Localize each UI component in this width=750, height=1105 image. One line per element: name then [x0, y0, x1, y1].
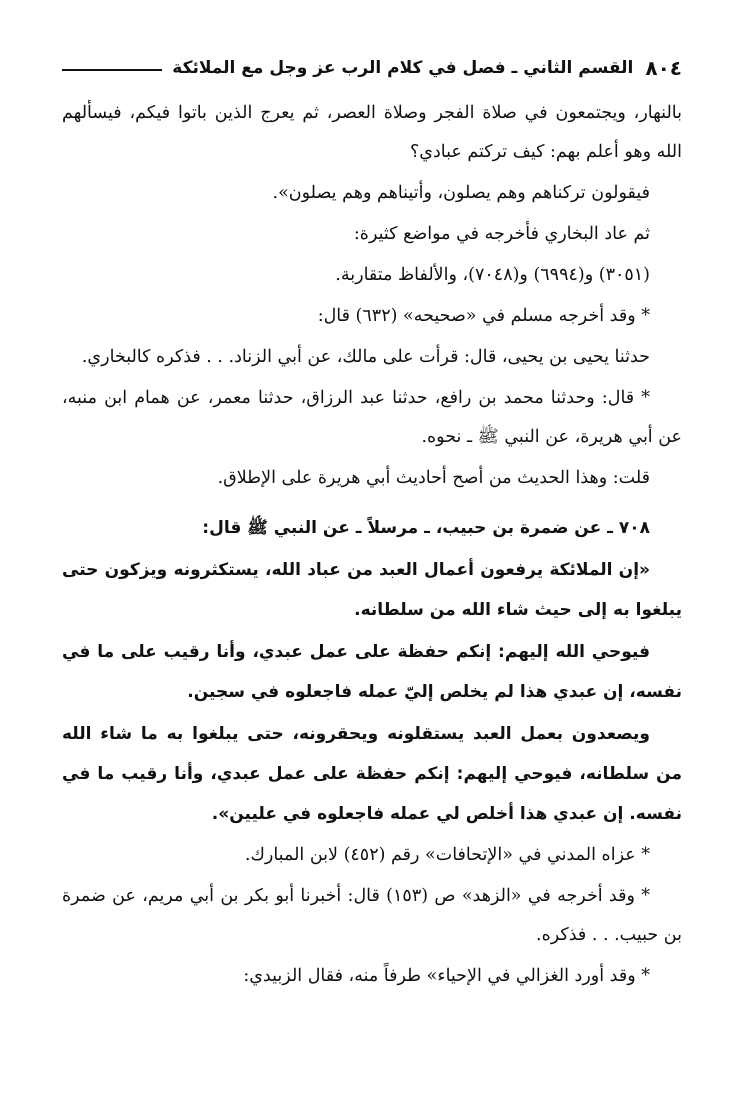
hadith-text: فيوحي الله إليهم: إنكم حفظة على عمل عبدي، وأنا رقيب على ما في نفسه، إن عبدي هذا لم يخلص إليّ عمله فاجعلوه في سجين.	[62, 642, 682, 702]
paragraph: * وقد أخرجه مسلم في «صحيحه» (٦٣٢) قال:	[317, 306, 650, 326]
paragraph: قلت: وهذا الحديث من أصح أحاديث أبي هريرة على الإطلاق.	[217, 468, 650, 488]
paragraph: ثم عاد البخاري فأخرجه في مواضع كثيرة:	[353, 224, 650, 244]
paragraph: بالنهار، ويجتمعون في صلاة الفجر وصلاة العصر، ثم يعرج الذين باتوا فيكم، فيسألهم الله وهو أعلم بهم: كيف تركتم عبادي؟	[62, 103, 682, 162]
paragraph: حدثنا يحيى بن يحيى، قال: قرأت على مالك، عن أبي الزناد. . . فذكره كالبخاري.	[81, 347, 650, 367]
paragraph: (٣٠٥١) و(٦٩٩٤) و(٧٠٤٨)، والألفاظ متقاربة.	[335, 265, 650, 285]
page-header	[62, 52, 682, 84]
paragraph: * قال: وحدثنا محمد بن رافع، حدثنا عبد الرزاق، حدثنا معمر، عن همام ابن منبه، عن أبي هريرة، عن النبي ﷺ ـ نحوه.	[62, 388, 682, 447]
hadith-heading: ٧٠٨ ـ عن ضمرة بن حبيب، ـ مرسلاً ـ عن النبي ﷺ قال:	[202, 518, 650, 538]
paragraph: فيقولون تركناهم وهم يصلون، وأتيناهم وهم يصلون».	[272, 183, 650, 203]
paragraph: * عزاه المدني في «الإتحافات» رقم (٤٥٢) لابن المبارك.	[244, 845, 650, 865]
header-rule	[62, 69, 162, 71]
book-page	[62, 52, 682, 998]
running-title: القسم الثاني ـ فصل في كلام الرب عز وجل مع الملائكة	[172, 58, 634, 78]
paragraph: * وقد أورد الغزالي في الإحياء» طرفاً منه، فقال الزبيدي:	[243, 966, 650, 986]
hadith-text: ويصعدون بعمل العبد يستقلونه ويحقرونه، حتى يبلغوا به ما شاء الله من سلطانه، فيوحي إليهم: إنكم حفظة على عمل عبدي، وأنا رقيب ما في نفسه. إن عبدي هذا أخلص لي عمله فاجعلوه في عليين».	[62, 724, 682, 824]
hadith-text: «إن الملائكة يرفعون أعمال العبد من عباد الله، يستكثرونه ويزكون حتى يبلغوا به إلى حيث شاء الله من سلطانه.	[62, 560, 682, 620]
paragraph: * وقد أخرجه في «الزهد» ص (١٥٣) قال: أخبرنا أبو بكر بن أبي مريم، عن ضمرة بن حبيب. . . فذكره.	[62, 886, 682, 945]
page-number: ٨٠٤	[645, 56, 682, 80]
